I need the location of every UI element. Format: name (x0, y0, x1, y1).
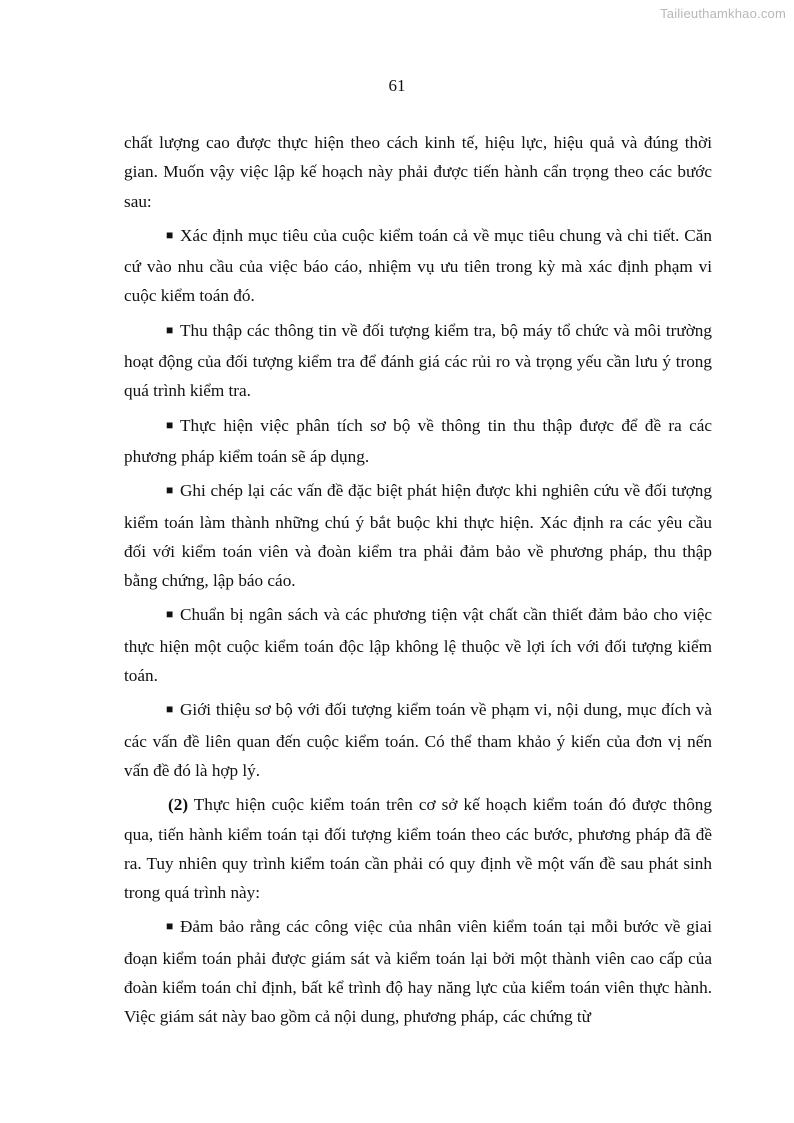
list-item: ■ Xác định mục tiêu của cuộc kiểm toán cả về mục tiêu chung và chi tiết. Căn cứ vào nhu cầu của việc báo cáo, nhiệm vụ ưu tiên trong kỳ mà xác định phạm vi cuộc kiểm toán đó. (124, 221, 712, 311)
list-item: ■ Ghi chép lại các vấn đề đặc biệt phát hiện được khi nghiên cứu về đối tượng kiểm toán làm thành những chú ý bắt buộc khi thực hiện. Xác định ra các yêu cầu đối với kiểm toán viên và đoàn kiểm tra phải đảm bảo về phương pháp, thu thập bằng chứng, lập báo cáo. (124, 476, 712, 595)
paragraph-intro: chất lượng cao được thực hiện theo cách kinh tế, hiệu lực, hiệu quả và đúng thời gian. Muốn vậy việc lập kế hoạch này phải được tiến hành cẩn trọng theo các bước sau: (124, 133, 712, 211)
numbered-paragraph: (2) Thực hiện cuộc kiểm toán trên cơ sở kế hoạch kiểm toán đó được thông qua, tiến hành kiểm toán tại đối tượng kiểm toán theo các bước, phương pháp đã đề ra. Tuy nhiên quy trình kiểm toán cần phải có quy định về một vấn đề sau phát sinh trong quá trình này: (124, 795, 712, 903)
list-item: ■ Giới thiệu sơ bộ với đối tượng kiểm toán về phạm vi, nội dung, mục đích và các vấn đề liên quan đến cuộc kiểm toán. Có thể tham khảo ý kiến của đơn vị nến vấn đề đó là hợp lý. (124, 695, 712, 785)
square-bullet-icon: ■ (166, 607, 174, 622)
list-item: ■ Đảm bảo rằng các công việc của nhân viên kiểm toán tại mỗi bước về giai đoạn kiểm toán phải được giám sát và kiểm toán lại bởi một thành viên cao cấp của đoàn kiểm toán chỉ định, bất kể trình độ hay năng lực của kiểm toán viên thực hành. Việc giám sát này bao gồm cả nội dung, phương pháp, các chứng từ (124, 912, 712, 1031)
square-bullet-icon: ■ (166, 322, 174, 337)
list-item: ■ Thực hiện việc phân tích sơ bộ về thông tin thu thập được để đề ra các phương pháp kiểm toán sẽ áp dụng. (124, 411, 712, 472)
square-bullet-icon: ■ (166, 227, 174, 242)
watermark: Tailieuthamkhao.com (660, 6, 786, 21)
square-bullet-icon: ■ (166, 417, 174, 432)
paragraph-number: (2) (168, 795, 189, 815)
list-item: ■ Thu thập các thông tin về đối tượng kiểm tra, bộ máy tổ chức và môi trường hoạt động của đối tượng kiểm tra để đánh giá các rủi ro và trọng yếu cần lưu ý trong quá trình kiểm tra. (124, 316, 712, 406)
list-item: ■ Chuẩn bị ngân sách và các phương tiện vật chất cần thiết đảm bảo cho việc thực hiện một cuộc kiểm toán độc lập không lệ thuộc về lợi ích với đối tượng kiểm toán. (124, 600, 712, 690)
square-bullet-icon: ■ (166, 483, 174, 498)
document-body (124, 128, 712, 1032)
page-number: 61 (388, 76, 406, 95)
square-bullet-icon: ■ (166, 919, 174, 934)
square-bullet-icon: ■ (166, 702, 174, 717)
